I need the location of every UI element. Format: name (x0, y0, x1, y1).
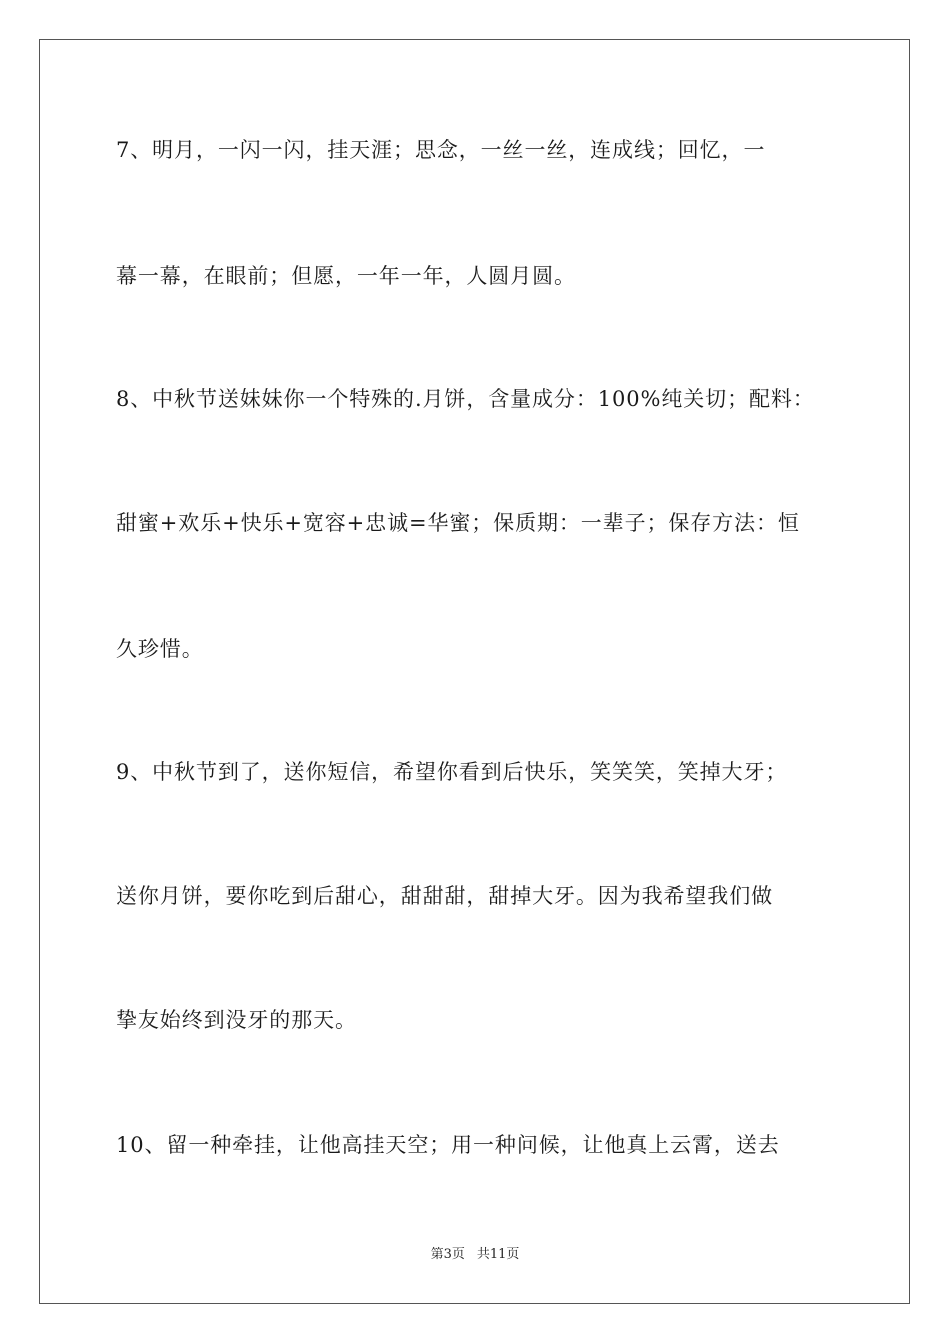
body-text-line: 9、中秋节到了，送你短信，希望你看到后快乐，笑笑笑，笑掉大牙； (116, 760, 788, 784)
body-text-line: 幕一幕，在眼前；但愿，一年一年，人圆月圆。 (116, 264, 576, 288)
page-border (39, 39, 910, 1304)
body-text-line: 久珍惜。 (116, 637, 204, 661)
page-footer (0, 1246, 950, 1264)
body-text-line: 甜蜜+欢乐+快乐+宽容+忠诚=华蜜；保质期：一辈子；保存方法：恒 (116, 511, 800, 535)
body-text-line: 送你月饼，要你吃到后甜心，甜甜甜，甜掉大牙。因为我希望我们做 (116, 884, 773, 908)
body-text-line: 7、明月，一闪一闪，挂天涯；思念，一丝一丝，连成线；回忆，一 (116, 138, 766, 162)
body-text-line: 8、中秋节送妹妹你一个特殊的.月饼，含量成分：100%纯关切；配料： (116, 387, 815, 411)
page-number: 第3页 (430, 1247, 465, 1262)
page-total: 共11页 (476, 1247, 520, 1262)
body-text-line: 10、留一种牵挂，让他高挂天空；用一种问候，让他真上云霄，送去 (116, 1133, 780, 1157)
body-text-line: 挚友始终到没牙的那天。 (116, 1008, 357, 1032)
